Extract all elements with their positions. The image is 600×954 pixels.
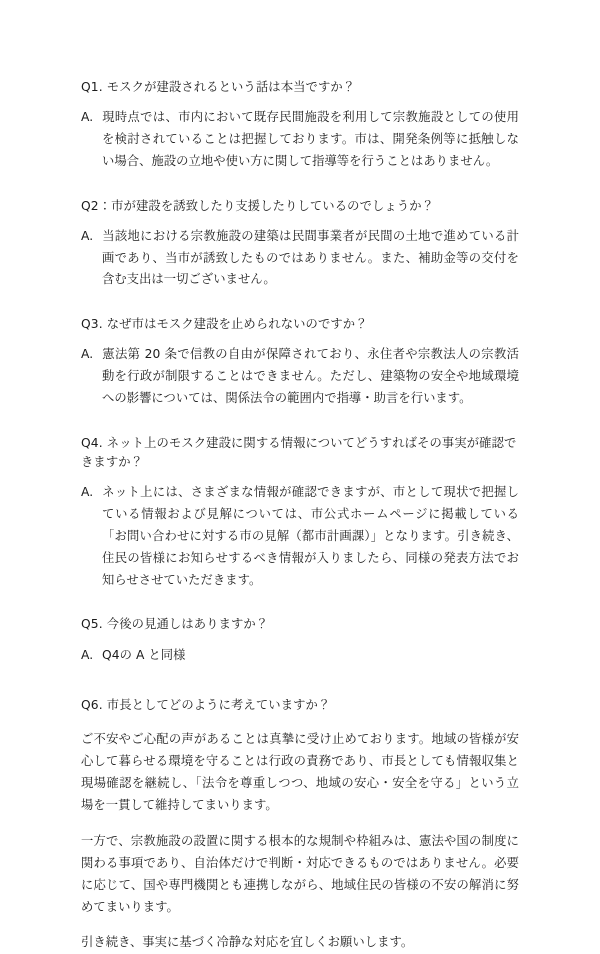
question-text-q5: Q5. 今後の見通しはありますか？ xyxy=(81,617,269,632)
answer-marker-q3: A. xyxy=(81,347,94,362)
question-text-q3: Q3. なぜ市はモスク建設を止められないのですか？ xyxy=(81,317,368,332)
answer-body-q3: 憲法第 20 条で信教の自由が保障されており、永住者や宗教法人の宗教活動を行政が制限することはできません。ただし、建築物の安全や地域環境への影響については、関係法令の範囲内で指導・助言を行います。 xyxy=(102,347,519,406)
answer-body-q2: 当該地における宗教施設の建築は民間事業者が民間の土地で進めている計画であり、当市が誘致したものではありません。また、補助金等の交付を含む支出は一切ございません。 xyxy=(102,228,519,287)
question-text-q2: Q2：市が建設を誘致したり支援したりしているのでしょうか？ xyxy=(81,198,435,213)
statement-paragraph-1: ご不安やご心配の声があることは真摯に受け止めております。地域の皆様が安心して暮らせる環境を守ることは行政の責務であり、市長としても情報収集と現場確認を継続し、「法令を尊重しつつ、地域の安心・安全を守る」という立場を一貫して維持してまいります。 xyxy=(81,732,519,813)
qa-block-q2 xyxy=(81,197,519,292)
answer-marker-q2: A. xyxy=(81,228,94,243)
qa-block-q1 xyxy=(81,78,519,173)
answer-marker-q4: A. xyxy=(81,485,94,500)
question-text-q6: Q6. 市長としてどのように考えていますか？ xyxy=(81,698,331,713)
answer-text-q4 xyxy=(81,482,519,591)
answer-marker-q5: A. xyxy=(81,647,94,662)
answer-body-q5: Q4の A と同様 xyxy=(102,647,186,662)
answer-body-q1: 現時点では、市内において既存民間施設を利用して宗教施設としての使用を検討されていることは把握しております。市は、開発条例等に抵触しない場合、施設の立地や使い方に関して指導等を行うことはありません。 xyxy=(102,110,519,168)
qa-block-q6 xyxy=(81,696,519,954)
answer-body-q4: ネット上には、さまざまな情報が確認できますが、市として現状で把握している情報および見解については、市公式ホームページに掲載している「お問い合わせに対する市の見解（都市計画課）」となります。引き続き、住民の皆様にお知らせするべき情報が入りましたら、同様の発表方法でお知らせさせていただきます。 xyxy=(102,485,519,587)
answer-text-q5 xyxy=(81,645,519,667)
qa-block-q5 xyxy=(81,615,519,666)
answer-marker-q1: A. xyxy=(81,110,94,125)
question-text-q4: Q4. ネット上のモスク建設に関する情報についてどうすればその事実が確認できますか？ xyxy=(81,436,517,470)
qa-block-q4 xyxy=(81,434,519,591)
question-text-q1: Q1. モスクが建設されるという話は本当ですか？ xyxy=(81,80,356,94)
answer-text-q2 xyxy=(81,226,519,292)
statement-block-q6 xyxy=(81,729,519,954)
statement-paragraph-2: 一方で、宗教施設の設置に関する根本的な規制や枠組みは、憲法や国の制度に関わる事項であり、自治体だけで判断・対応できるものではありません。必要に応じて、国や専門機関とも連携しながら、地域住民の皆様の不安の解消に努めてまいります。 xyxy=(81,833,519,914)
qa-block-q3 xyxy=(81,315,519,410)
answer-text-q1 xyxy=(81,107,519,173)
statement-paragraph-3: 引き続き、事実に基づく冷静な対応を宜しくお願いします。 xyxy=(81,935,414,950)
answer-text-q3 xyxy=(81,344,519,410)
